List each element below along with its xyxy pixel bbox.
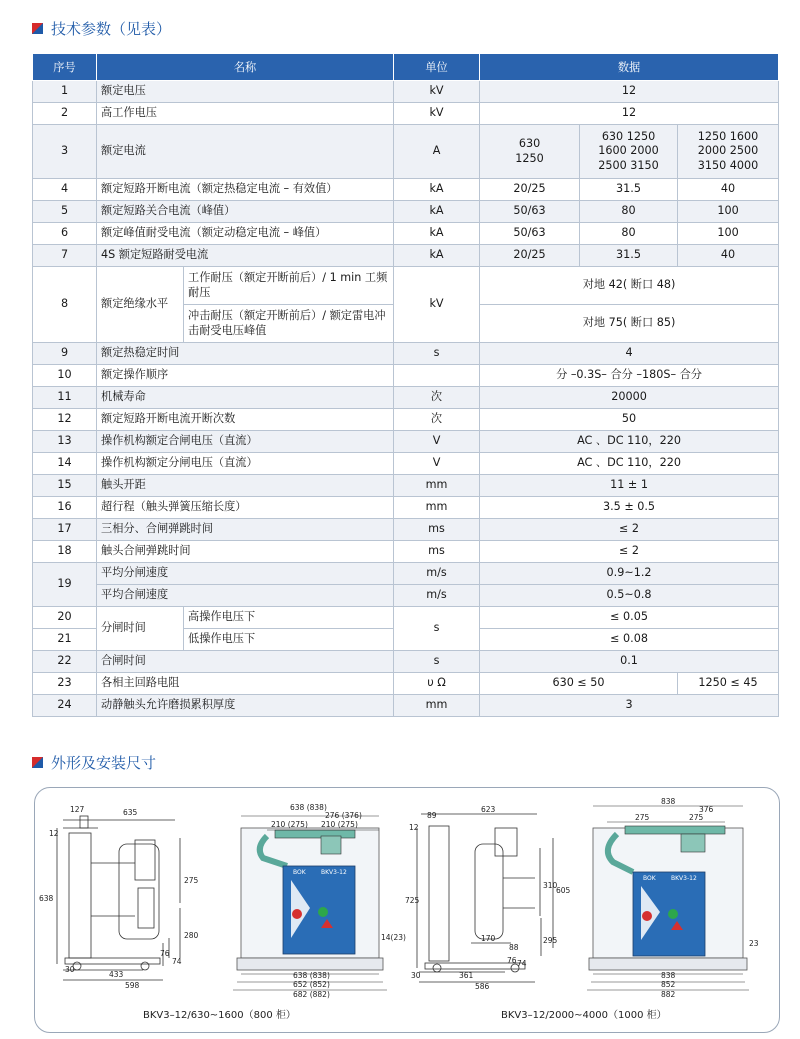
cell-value-col1: 20/25 [480,245,580,267]
cell-name: 动静触头允许磨损累积厚度 [97,695,394,717]
cell-value-col3: 40 [678,245,779,267]
section-title-text: 技术参数（见表） [51,20,172,38]
cell-value-col1: 50/63 [480,223,580,245]
dim-label: 598 [125,981,140,990]
cell-name: 平均分闸速度 [97,563,394,585]
table-row [33,365,779,387]
cell-value-col3: 100 [678,201,779,223]
cell-no: 13 [33,431,97,453]
cell-unit: mm [394,475,480,497]
cell-line: 1600 2000 [598,144,659,158]
cell-unit [394,365,480,387]
cell-unit: kV [394,103,480,125]
cell-no: 24 [33,695,97,717]
cell-name: 额定电压 [97,81,394,103]
cell-value: 3 [480,695,779,717]
table-row [33,343,779,365]
cell-line: 3150 4000 [697,158,759,172]
spec-table [32,53,779,717]
dim-label: 280 [184,931,199,940]
cell-no: 1 [33,81,97,103]
cell-unit: ms [394,541,480,563]
section-marker-icon [32,757,43,768]
dim-label: 605 [556,886,571,895]
dim-label: 638 (838) [293,971,330,980]
cell-name: 额定绝缘水平 [97,267,184,343]
cell-name: 额定短路关合电流（峰值） [97,201,394,223]
cell-name: 操作机构额定分闸电压（直流） [97,453,394,475]
section-title-text: 外形及安装尺寸 [51,754,157,772]
cell-name: 触头合闸弹跳时间 [97,541,394,563]
cell-name: 高工作电压 [97,103,394,125]
dim-label: 682 (882) [293,990,330,999]
cell-line: 630 1250 [601,129,656,143]
cell-name: 各相主回路电阻 [97,673,394,695]
cell-value-col2: 31.5 [580,245,678,267]
cell-no: 14 [33,453,97,475]
cell-value: 11 ± 1 [480,475,779,497]
cell-value-col1: 630 ≤ 50 [480,673,678,695]
table-row [33,673,779,695]
dim-label: 170 [481,934,496,943]
cell-subname: 高操作电压下 [184,607,394,629]
cell-unit: V [394,453,480,475]
cell-value: ≤ 0.05 [480,607,779,629]
drawing-caption-1000: BKV3–12/2000~4000（1000 柜） [501,1010,667,1021]
dim-label: 623 [481,805,496,814]
drawing-front-800 [233,816,387,990]
cell-value: 3.5 ± 0.5 [480,497,779,519]
panel-brand-label: BOK [293,869,306,876]
dim-label: 30 [65,965,75,974]
table-row [33,103,779,125]
cell-unit: kA [394,201,480,223]
cell-unit: s [394,651,480,673]
cell-unit: V [394,431,480,453]
cell-value: 0.5~0.8 [480,585,779,607]
cell-value: 20000 [480,387,779,409]
cell-line: 1250 1600 [697,129,759,143]
dim-label: 295 [543,936,558,945]
cell-no: 4 [33,179,97,201]
cell-unit: kA [394,223,480,245]
cell-unit: A [394,125,480,179]
cell-unit: 次 [394,409,480,431]
table-row [33,695,779,717]
table-row [33,125,779,179]
cell-value-col3: 40 [678,179,779,201]
drawing-front-1000 [587,806,749,990]
dim-label: 638 [39,894,54,903]
cell-value-col3 [678,125,779,179]
cell-no: 20 [33,607,97,629]
table-row [33,223,779,245]
dim-label: 127 [70,805,85,814]
cell-no: 12 [33,409,97,431]
cell-value: 分 –0.3S– 合分 –180S– 合分 [480,365,779,387]
cell-value: 对地 75( 断口 85) [480,305,779,343]
cell-line: 2000 2500 [697,144,759,158]
cell-unit: m/s [394,585,480,607]
dim-label: 76 [160,949,170,958]
cell-name: 额定操作顺序 [97,365,394,387]
table-row [33,387,779,409]
dim-label: 852 [661,980,676,989]
cell-no: 7 [33,245,97,267]
dim-label: 275 [635,813,650,822]
cell-subname: 冲击耐压（额定开断前后）/ 额定雷电冲击耐受电压峰值 [184,305,394,343]
cell-name: 操作机构额定合闸电压（直流） [97,431,394,453]
panel-brand-label: BOK [643,875,656,882]
cell-unit: s [394,343,480,365]
cell-no: 16 [33,497,97,519]
dim-label: 74 [517,959,527,968]
cell-line: 2500 3150 [598,158,659,172]
table-row [33,245,779,267]
cell-no: 3 [33,125,97,179]
cell-unit: kA [394,245,480,267]
cell-value: AC 、DC 110，220 [480,453,779,475]
header-data: 数据 [480,54,779,81]
cell-name: 机械寿命 [97,387,394,409]
dim-label: 635 [123,808,138,817]
table-row [33,201,779,223]
cell-value: 4 [480,343,779,365]
cell-name: 触头开距 [97,475,394,497]
cell-no: 10 [33,365,97,387]
cell-name: 额定电流 [97,125,394,179]
dim-label: 882 [661,990,676,999]
cell-value-col2 [580,125,678,179]
cell-value: 对地 42( 断口 48) [480,267,779,305]
cell-no: 5 [33,201,97,223]
cell-value: 0.9~1.2 [480,563,779,585]
table-row [33,267,779,305]
cell-name: 分闸时间 [97,607,184,651]
cell-value: ≤ 2 [480,541,779,563]
cell-no: 6 [33,223,97,245]
table-row [33,497,779,519]
table-row [33,475,779,497]
cell-no: 15 [33,475,97,497]
cell-value-col2: 80 [580,201,678,223]
cell-no: 22 [33,651,97,673]
cell-unit: mm [394,695,480,717]
cell-no: 18 [33,541,97,563]
dim-label: 30 [411,971,421,980]
cell-unit: mm [394,497,480,519]
table-row [33,519,779,541]
dim-label: 88 [509,943,519,952]
cell-name: 平均合闸速度 [97,585,394,607]
dim-label: 376 [699,805,714,814]
cell-no: 21 [33,629,97,651]
cell-unit: υ Ω [394,673,480,695]
dim-label: 638 (838) [290,803,327,812]
cell-name: 4S 额定短路耐受电流 [97,245,394,267]
cell-name: 额定短路开断电流（额定热稳定电流 – 有效值） [97,179,394,201]
table-row [33,607,779,629]
table-row [33,179,779,201]
cell-no: 23 [33,673,97,695]
table-row [33,409,779,431]
dim-label: 586 [475,982,490,991]
section-title-dimensions [32,752,156,773]
dim-label: 361 [459,971,474,980]
dim-label: 74 [172,957,182,966]
dim-label: 210 (275) [321,820,358,829]
table-row [33,563,779,585]
cell-unit: s [394,607,480,651]
cell-name: 额定峰值耐受电流（额定动稳定电流 – 峰值） [97,223,394,245]
cell-no: 9 [33,343,97,365]
cell-value-col1 [480,125,580,179]
table-row [33,81,779,103]
cell-line: 1250 [515,151,544,165]
cell-value-col2: 31.5 [580,179,678,201]
panel-model-label: BKV3-12 [671,875,697,882]
cell-no: 17 [33,519,97,541]
table-row [33,585,779,607]
drawing-side-1000 [417,814,553,982]
cell-unit: ms [394,519,480,541]
cell-value: 12 [480,103,779,125]
dim-label: 275 [184,876,199,885]
cell-value: AC 、DC 110，220 [480,431,779,453]
cell-no: 2 [33,103,97,125]
dim-label: 838 [661,797,676,806]
cell-value: 12 [480,81,779,103]
cell-unit: kA [394,179,480,201]
dim-label: 433 [109,970,124,979]
cell-no: 19 [33,563,97,607]
cell-unit: 次 [394,387,480,409]
dim-label: 210 (275) [271,820,308,829]
section-title-specs [32,18,171,39]
dimension-drawings-panel [34,787,780,1033]
cell-line: 630 [518,136,541,150]
dim-label: 725 [405,896,420,905]
cell-subname: 工作耐压（额定开断前后）/ 1 min 工频耐压 [184,267,394,305]
cell-value-col2: 1250 ≤ 45 [678,673,779,695]
section-marker-icon [32,23,43,34]
dim-label: 89 [427,811,437,820]
cell-name: 超行程（触头弹簧压缩长度） [97,497,394,519]
cell-value-col1: 20/25 [480,179,580,201]
dim-label: 275 [689,813,704,822]
cell-no: 8 [33,267,97,343]
table-row [33,541,779,563]
dim-label: 12 [409,823,419,832]
dimension-drawings-svg [35,788,779,1032]
table-row [33,431,779,453]
cell-unit: m/s [394,563,480,585]
dim-label: 652 (852) [293,980,330,989]
cell-value: 0.1 [480,651,779,673]
table-row [33,651,779,673]
cell-name: 额定短路开断电流开断次数 [97,409,394,431]
dim-label: 76 [507,956,517,965]
dim-label: 14(23) [381,933,406,942]
cell-value-col2: 80 [580,223,678,245]
cell-value: 50 [480,409,779,431]
dim-label: 276 (376) [325,811,362,820]
cell-subname: 低操作电压下 [184,629,394,651]
dim-label: 12 [49,829,59,838]
cell-no: 11 [33,387,97,409]
cell-value: ≤ 2 [480,519,779,541]
dim-label: 310 [543,881,558,890]
cell-name: 合闸时间 [97,651,394,673]
dim-label: 838 [661,971,676,980]
cell-unit: kV [394,267,480,343]
cell-value-col3: 100 [678,223,779,245]
cell-name: 额定热稳定时间 [97,343,394,365]
table-header-row [33,54,779,81]
cell-name: 三相分、合闸弹跳时间 [97,519,394,541]
dim-label: 23 [749,939,759,948]
header-unit: 单位 [394,54,480,81]
header-no: 序号 [33,54,97,81]
cell-value-col1: 50/63 [480,201,580,223]
drawing-caption-800: BKV3–12/630~1600（800 柜） [143,1010,296,1021]
cell-value: ≤ 0.08 [480,629,779,651]
header-name: 名称 [97,54,394,81]
table-row [33,453,779,475]
cell-unit: kV [394,81,480,103]
panel-model-label: BKV3-12 [321,869,347,876]
